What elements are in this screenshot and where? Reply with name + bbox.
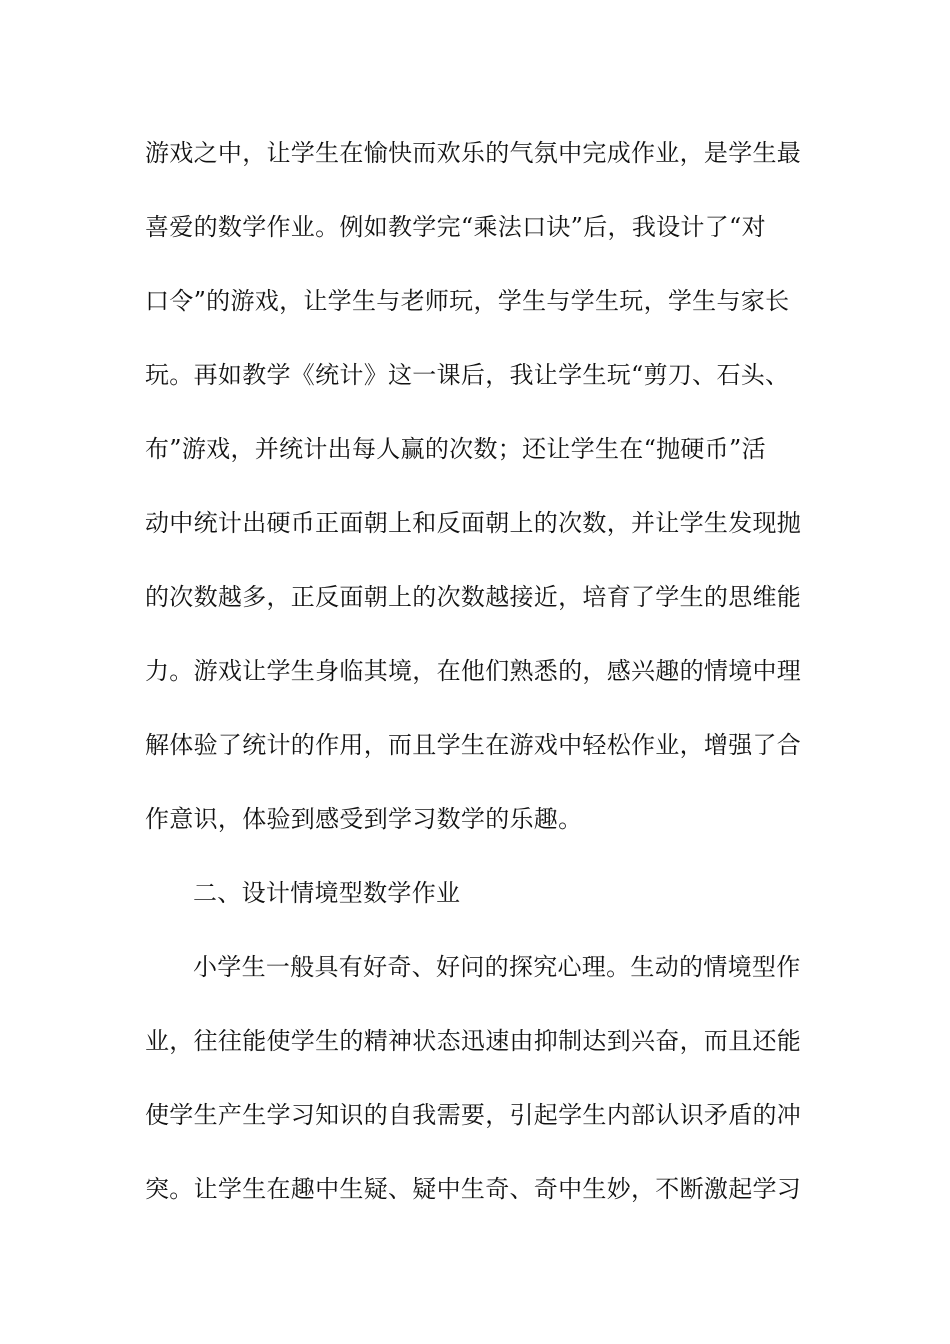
text-line: 解体验了统计的作用，而且学生在游戏中轻松作业，增强了合	[145, 731, 802, 759]
text-line: 使学生产生学习知识的自我需要，引起学生内部认识矛盾的冲	[145, 1101, 802, 1129]
text-line: 口令”的游戏，让学生与老师玩，学生与学生玩，学生与家长	[145, 287, 790, 315]
text-line: 小学生一般具有好奇、好问的探究心理。生动的情境型作	[193, 953, 801, 981]
text-line: 的次数越多，正反面朝上的次数越接近，培育了学生的思维能	[145, 583, 802, 611]
text-line: 动中统计出硬币正面朝上和反面朝上的次数，并让学生发现抛	[145, 509, 802, 537]
text-line: 布”游戏，并统计出每人赢的次数；还让学生在“抛硬币”活	[145, 435, 766, 463]
text-line: 玩。再如教学《统计》这一课后，我让学生玩“剪刀、石头、	[145, 361, 790, 389]
text-line: 业，往往能使学生的精神状态迅速由抑制达到兴奋，而且还能	[145, 1027, 802, 1055]
section-heading: 二、设计情境型数学作业	[193, 879, 461, 907]
text-line: 喜爱的数学作业。例如教学完“乘法口诀”后，我设计了“对	[145, 213, 766, 241]
text-line: 力。游戏让学生身临其境，在他们熟悉的，感兴趣的情境中理	[145, 657, 802, 685]
text-line: 突。让学生在趣中生疑、疑中生奇、奇中生妙，不断激起学习	[145, 1175, 802, 1203]
text-line: 作意识，体验到感受到学习数学的乐趣。	[145, 805, 583, 833]
text-line: 游戏之中，让学生在愉快而欢乐的气氛中完成作业，是学生最	[145, 139, 802, 167]
